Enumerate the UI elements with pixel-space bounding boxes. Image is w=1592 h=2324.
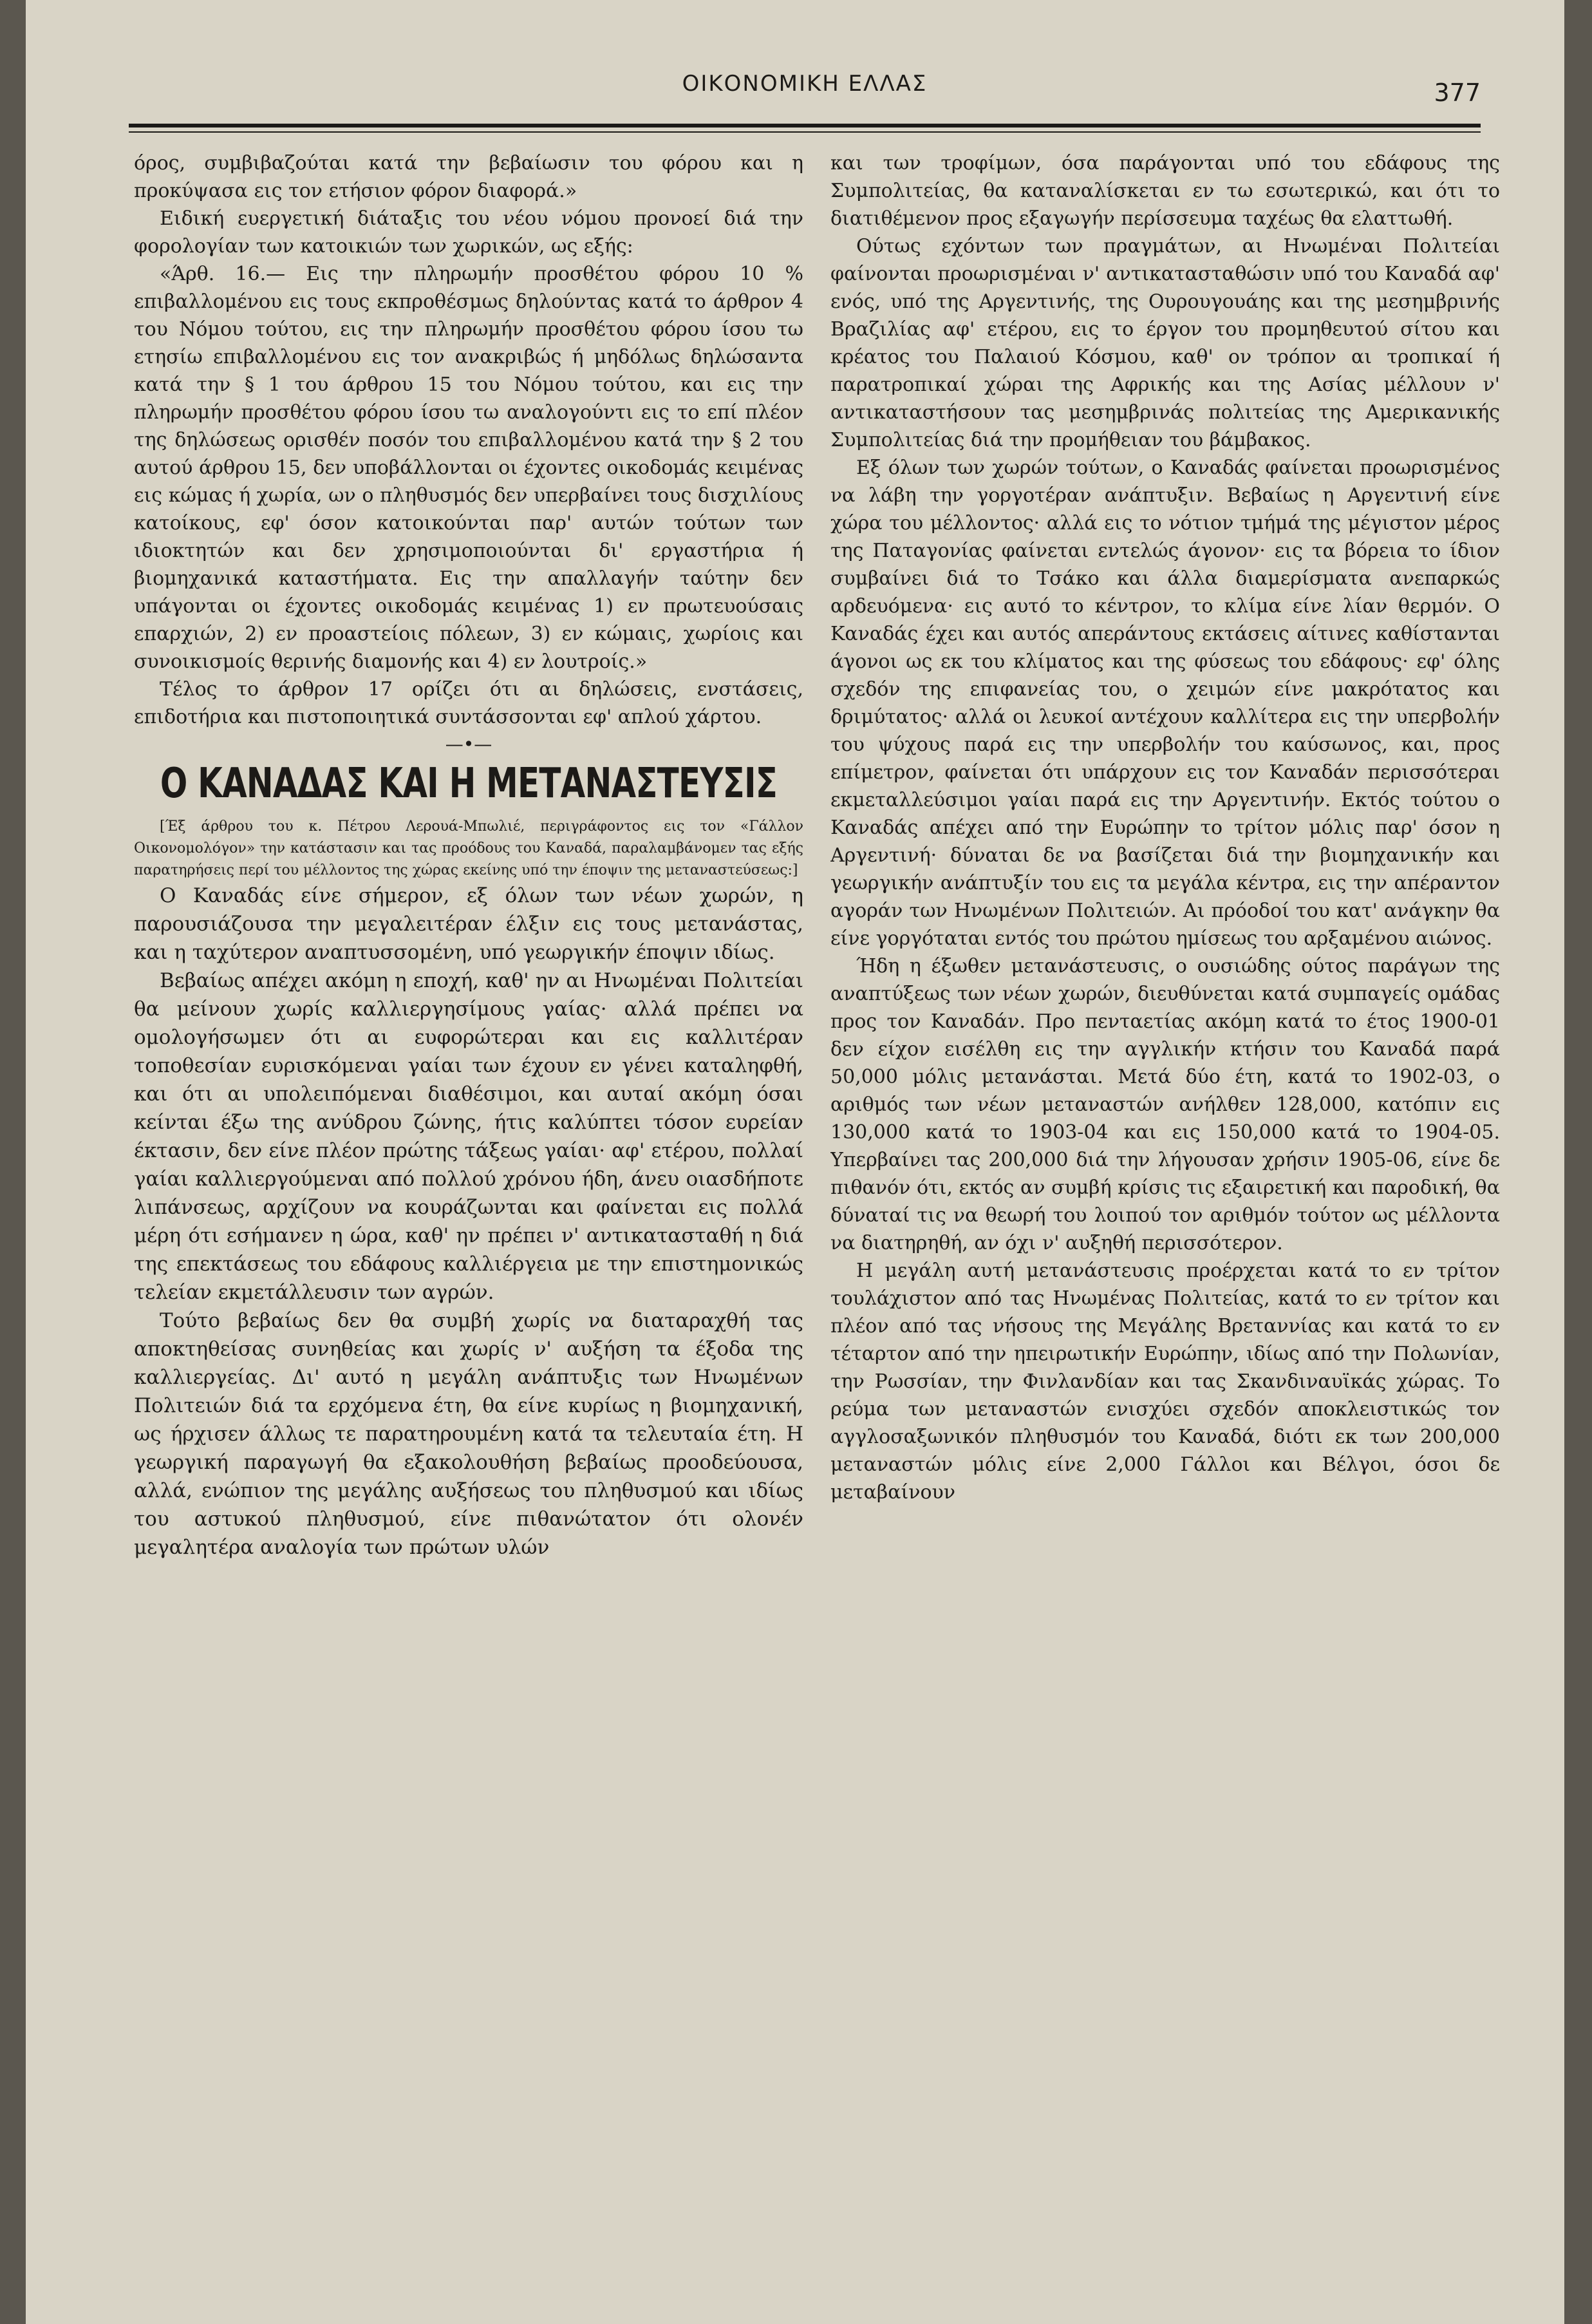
source-note: [Έξ άρθρου του κ. Πέτρου Λερουά-Μπωλιέ, περιγράφοντος εις τον «Γάλλον Οικονομολόγον» την κατάστασιν και τας προόδους του Καναδά, παραλαμβάνομεν τας εξής παρατηρήσεις περί του μέλλοντος της χώρας εκείνης υπό την έποψιν της μεταναστεύσεως:]: [134, 818, 803, 878]
paragraph: Εξ όλων των χωρών τούτων, ο Καναδάς φαίνεται προωρισμένος να λάβη την γοργοτέραν ανάπτυξιν. Βεβαίως η Αργεντινή είνε χώρα του μέλλοντος· αλλά εις το νότιον τμήμά της μέγιστον μέρος της Παταγονίας φαίνεται εντελώς άγονον· εις τα βόρεια το ίδιον συμβαίνει διά το Τσάκο και άλλα διαμερίσματα ανεπαρκώς αρδευόμενα· εις αυτό το κέντρον, το κλίμα είνε λίαν θερμόν. Ο Καναδάς έχει και αυτός απεράντους εκτάσεις αίτινες καθίστανται άγονοι ως εκ του κλίματος και της φύσεως του εδάφους· εφ' όλης σχεδόν της επιφανείας του, ο χειμών είνε μακρότατος και δριμύτατος· αλλά οι λευκοί αντέχουν καλλίτερα εις την υπερβολήν του ψύχους παρά εις την υπερβολήν του καύσωνος, και, προς επίμετρον, φαίνεται ότι υπάρχουν εις τον Καναδάν περισσότεραι εκμεταλλεύσιμοι γαίαι παρά εις την Αργεντινήν. Εκτός τούτου ο Καναδάς απέχει από την Ευρώπην το τρίτον μόλις παρ' όσον η Αργεντινή· δύναται δε να βασίζεται διά την βιομηχανικήν και γεωργικήν ανάπτυξίν του εις τα μεγάλα κέντρα, εις την απέραντον αγοράν των Ηνωμένων Πολιτειών. Αι πρόοδοί του κατ' ανάγκην θα είνε γοργόταται εντός του πρώτου ημίσεως του αρξαμένου αιώνος.: [830, 457, 1500, 950]
paragraph: Τούτο βεβαίως δεν θα συμβή χωρίς να διαταραχθή τας αποκτηθείσας συνηθείας και χωρίς ν' αυξήση τα έξοδα της καλλιεργείας. Δι' αυτό η μεγάλη ανάπτυξις των Ηνωμένων Πολιτειών διά τα ερχόμενα έτη, θα είνε κυρίως η βιομηχανική, ως ήρχισεν άλλως τε παρατηρουμένη κατά τα τελευταία έτη. Η γεωργική παραγωγή θα εξακολουθήση βεβαίως προοδεύουσα, αλλά, ενώπιον της μεγάλης αυξήσεως του πληθυσμού και ιδίως του αστυκού πληθυσμού, είνε πιθανώτατον ότι ολονέν μεγαλητέρα αναλογία των πρώτων υλών: [134, 1309, 803, 1559]
header-rule-thick: [129, 124, 1481, 128]
left-column: [134, 149, 803, 2274]
journal-page: [26, 0, 1564, 2324]
law-article-quote: «Άρθ. 16.— Εις την πληρωμήν προσθέτου φόρου 10 % επιβαλλομένου εις τους εκπροθέσμως δηλούντας κατά το άρθρον 4 του Νόμου τούτου, εις την πληρωμήν προσθέτου φόρου ίσου τω ετησίω επιβαλλομένου εις τον ανακριβώς ή μηδόλως δηλώσαντα κατά την § 1 του άρθρου 15 του Νόμου τούτου, και εις την πληρωμήν προσθέτου φόρου ίσου τω αναλογούντι εις το επί πλέον της δηλώσεως ορισθέν ποσόν του επιβαλλομένου κατά την § 2 του αυτού άρθρου 15, δεν υποβάλλονται οι έχοντες οικοδομάς κειμένας εις κώμας ή χωρία, ων ο πληθυσμός δεν υπερβαίνει τους δισχιλίους κατοίκους, εφ' όσον κατοικούνται παρ' αυτών τούτων των ιδιοκτητών και δεν χρησιμοποιούνται δι' εργαστήρια ή βιομηχανικά καταστήματα. Εις την απαλλαγήν ταύτην δεν υπάγονται οι έχοντες οικοδομάς κειμένας 1) εν πρωτευούσαις επαρχιών, 2) εν προαστείοις πόλεων, 3) εν κώμαις, χωρίοις και συνοικισμοίς θερινής διαμονής και 4) εν λουτροίς.»: [134, 263, 803, 673]
paragraph: Ήδη η έξωθεν μετανάστευσις, ο ουσιώδης ούτος παράγων της αναπτύξεως των νέων χωρών, διευθύνεται κατά συμπαγείς ομάδας προς τον Καναδάν. Προ πενταετίας ακόμη κατά το έτος 1900-01 δεν είχον εισέλθη εις την αγγλικήν κτήσιν του Καναδά παρά 50,000 μόλις μετανάσται. Μετά δύο έτη, κατά το 1902-03, ο αριθμός των νέων μεταναστών ανήλθεν 128,000, κατόπιν εις 130,000 κατά το 1903-04 και εις 150,000 κατά το 1904-05. Υπερβαίνει τας 200,000 διά την λήγουσαν χρήσιν 1905-06, είνε δε πιθανόν ότι, εκτός αν συμβή κρίσις τις εξαιρετική και παροδική, θα δύναταί τις να θεωρή του λοιπού τον αριθμόν τούτον ως μέλλοντα να διατηρηθή, αν όχι ν' αυξηθή περισσότερον.: [830, 955, 1500, 1254]
running-title: ΟΙΚΟΝΟΜΙΚΗ ΕΛΛΑΣ: [682, 71, 928, 97]
paragraph: Ειδική ευεργετική διάταξις του νέου νόμου προνοεί διά την φορολογίαν των κατοικιών των χωρικών, ως εξής:: [134, 207, 803, 258]
section-separator: —•—: [445, 733, 492, 755]
paragraph: Τέλος το άρθρον 17 ορίζει ότι αι δηλώσεις, ενστάσεις, επιδοτήρια και πιστοποιητικά συντάσσονται εφ' απλού χάρτου.: [134, 678, 803, 728]
paragraph: όρος, συμβιβαζούται κατά την βεβαίωσιν του φόρου και η προκύψασα εις τον ετήσιον φόρον διαφορά.»: [134, 152, 803, 202]
article-title: Ο ΚΑΝΑΔΑΣ ΚΑΙ Η ΜΕΤΑΝΑΣΤΕΥΣΙΣ: [160, 760, 778, 808]
right-column: [830, 149, 1500, 2274]
page-number: 377: [1434, 79, 1481, 107]
header-rule-thin: [129, 131, 1481, 133]
paragraph: και των τροφίμων, όσα παράγονται υπό του εδάφους της Συμπολιτείας, θα καταναλίσκεται εν τω εσωτερικώ, και ότι το διατιθέμενον προς εξαγωγήν περίσσευμα ταχέως θα ελαττωθή.: [830, 152, 1500, 230]
paragraph: Ο Καναδάς είνε σήμερον, εξ όλων των νέων χωρών, η παρουσιάζουσα την μεγαλειτέραν έλξιν εις τους μετανάστας, και η ταχύτερον αναπτυσσομένη, υπό γεωργικήν έποψιν ιδίως.: [134, 884, 803, 964]
paragraph: Βεβαίως απέχει ακόμη η εποχή, καθ' ην αι Ηνωμέναι Πολιτείαι θα μείνουν χωρίς καλλιεργησίμους γαίας· αλλά πρέπει να ομολογήσωμεν ότι αι ευφορώτεραι και εις καλλιτέραν τοποθεσίαν ευρισκόμεναι γαίαι των έχουν εν γένει καταληφθή, και ότι αι υπολειπόμεναι διαθέσιμοι, και αυταί ακόμη όσαι κείνται έξω της ανύδρου ζώνης, ήτις καλύπτει τόσον ευρείαν έκτασιν, δεν είνε πλέον πρώτης τάξεως γαίαι· αφ' ετέρου, πολλαί γαίαι καλλιεργούμεναι από πολλού χρόνου ήδη, άνευ οιασδήποτε λιπάνσεως, αρχίζουν να κουράζωνται και φαίνεται εις πολλά μέρη ότι εσήμανεν η ώρα, καθ' ην πρέπει ν' αντικατασταθή η διά της επεκτάσεως του εδάφους καλλιέργεια με την επιστημονικώς τελείαν εκμετάλλευσιν των αγρών.: [134, 969, 803, 1304]
paragraph: Ούτως εχόντων των πραγμάτων, αι Ηνωμέναι Πολιτείαι φαίνονται προωρισμέναι ν' αντικατασταθώσιν υπό του Καναδά αφ' ενός, υπό της Αργεντινής, της Ουρουγουάης και της μεσημβρινής Βραζιλίας αφ' ετέρου, εις το έργον του προμηθευτού σίτου και κρέατος του Παλαιού Κόσμου, καθ' ον τρόπον αι τροπικαί ή παρατροπικαί χώραι της Αφρικής και της Ασίας μέλλουν ν' αντικαταστήσουν τας μεσημβρινάς πολιτείας της Αμερικανικής Συμπολιτείας διά την προμήθειαν του βάμβακος.: [830, 235, 1500, 451]
paragraph: Η μεγάλη αυτή μετανάστευσις προέρχεται κατά το εν τρίτον τουλάχιστον από τας Ηνωμένας Πολιτείας, κατά το εν τρίτον και πλέον από τας νήσους της Μεγάλης Βρεταννίας και κατά το εν τέταρτον από την ηπειρωτικήν Ευρώπην, ιδίως από την Πολωνίαν, την Ρωσσίαν, την Φινλανδίαν και τας Σκανδιναυϊκάς χώρας. Το ρεύμα των μεταναστών ενισχύει σχεδόν αποκλειστικώς τον αγγλοσαξωνικόν πληθυσμόν του Καναδά, διότι εκ των 200,000 μεταναστών μόλις είνε 2,000 Γάλλοι και Βέλγοι, όσοι δε μεταβαίνουν: [830, 1260, 1500, 1504]
page-header: [129, 64, 1481, 116]
